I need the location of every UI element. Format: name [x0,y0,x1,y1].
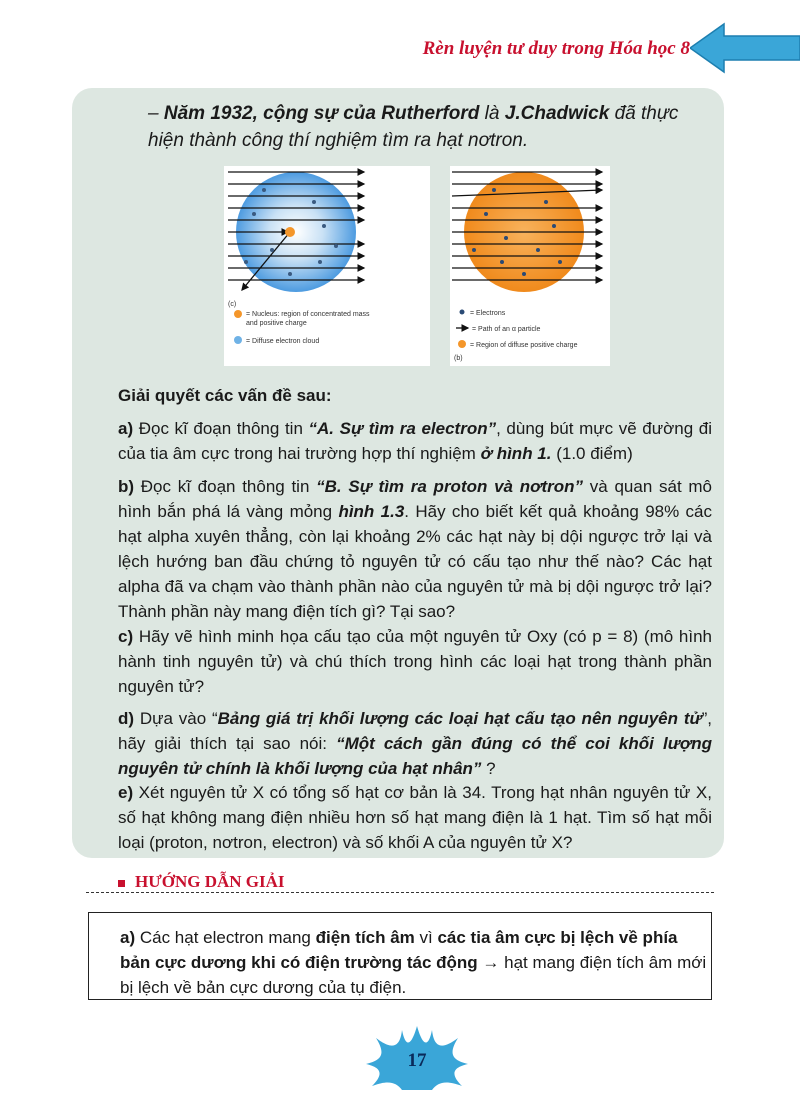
intro-paragraph: – Năm 1932, cộng sự của Rutherford là J.Chadwick đã thực hiện thành công thí nghiệm tìm ra hạt nơtron. [148,103,679,151]
question-d: d) Dựa vào “Bảng giá trị khối lượng các loại hạt cấu tạo nên nguyên tử”, hãy giải thích tại sao nói: “Một cách gần đúng có thể coi khối lượng nguyên tử chính là khối lượng của hạt nhân” ? [118,709,713,778]
dashed-divider [86,892,714,893]
svg-text:= Path of an α particle: = Path of an α particle [472,326,541,333]
svg-text:(b): (b) [454,355,463,362]
running-header: Rèn luyện tư duy trong Hóa học 8 [422,38,690,59]
question-e: e) Xét nguyên tử X có tổng số hạt cơ bản là 34. Trong hạt nhân nguyên tử X, số hạt không mang điện nhiều hơn số hạt mang điện là 1 hạt. Tìm số hạt mỗi loại (proton, nơtron, electron) và số khối A của nguyên tử X? [118,783,712,852]
svg-text:= Electrons: = Electrons [470,310,506,317]
figure-electron-cloud-model [224,166,430,366]
solution-heading: HƯỚNG DẪN GIẢI [118,872,285,892]
question-a: a) Đọc kĩ đoạn thông tin “A. Sự tìm ra electron”, dùng bút mực vẽ đường đi của tia âm cực trong hai trường hợp thí nghiệm ở hình 1. (1.0 điểm) [118,419,713,463]
figure-plum-pudding-model [450,166,610,366]
svg-text:(c): (c) [228,301,237,308]
question-c: c) Hãy vẽ hình minh họa cấu tạo của một nguyên tử Oxy (có p = 8) (mô hình hành tinh nguyên tử) và chú thích trong hình các loại hạt trong thành phần nguyên tử? [118,627,712,696]
back-arrow-icon [690,22,800,74]
svg-text:= Region of diffuse positive c: = Region of diffuse positive charge [470,342,578,349]
svg-text:= Nucleus: region of concentra: = Nucleus: region of concentrated mass [246,311,370,318]
section-title: Giải quyết các vấn đề sau: [118,386,332,405]
page-number: 17 [407,1050,427,1071]
answer-a: a) Các hạt electron mang điện tích âm vì các tia âm cực bị lệch về phía bản cực dương khi có điện trường tác động → hạt mang điện tích âm mới bị lệch về bản cực dương của tụ điện. [120,928,707,997]
svg-text:= Diffuse electron cloud: = Diffuse electron cloud [246,338,320,345]
bullet-icon [118,880,125,887]
svg-text:and positive charge: and positive charge [246,320,307,327]
question-b: b) Đọc kĩ đoạn thông tin “B. Sự tìm ra proton và nơtron” và quan sát mô hình bắn phá lá vàng mỏng hình 1.3. Hãy cho biết kết quả khoảng 98% các hạt alpha xuyên thẳng, còn lại khoảng 2% các hạt này bị dội ngược trở lại và lệch hướng ban đầu chứng tỏ nguyên tử có cấu tạo như thế nào? Các hạt alpha đã va chạm vào thành phần nào của nguyên tử mà bị dội ngược trở lại? Thành phần này mang điện tích gì? Tại sao? [118,477,713,621]
